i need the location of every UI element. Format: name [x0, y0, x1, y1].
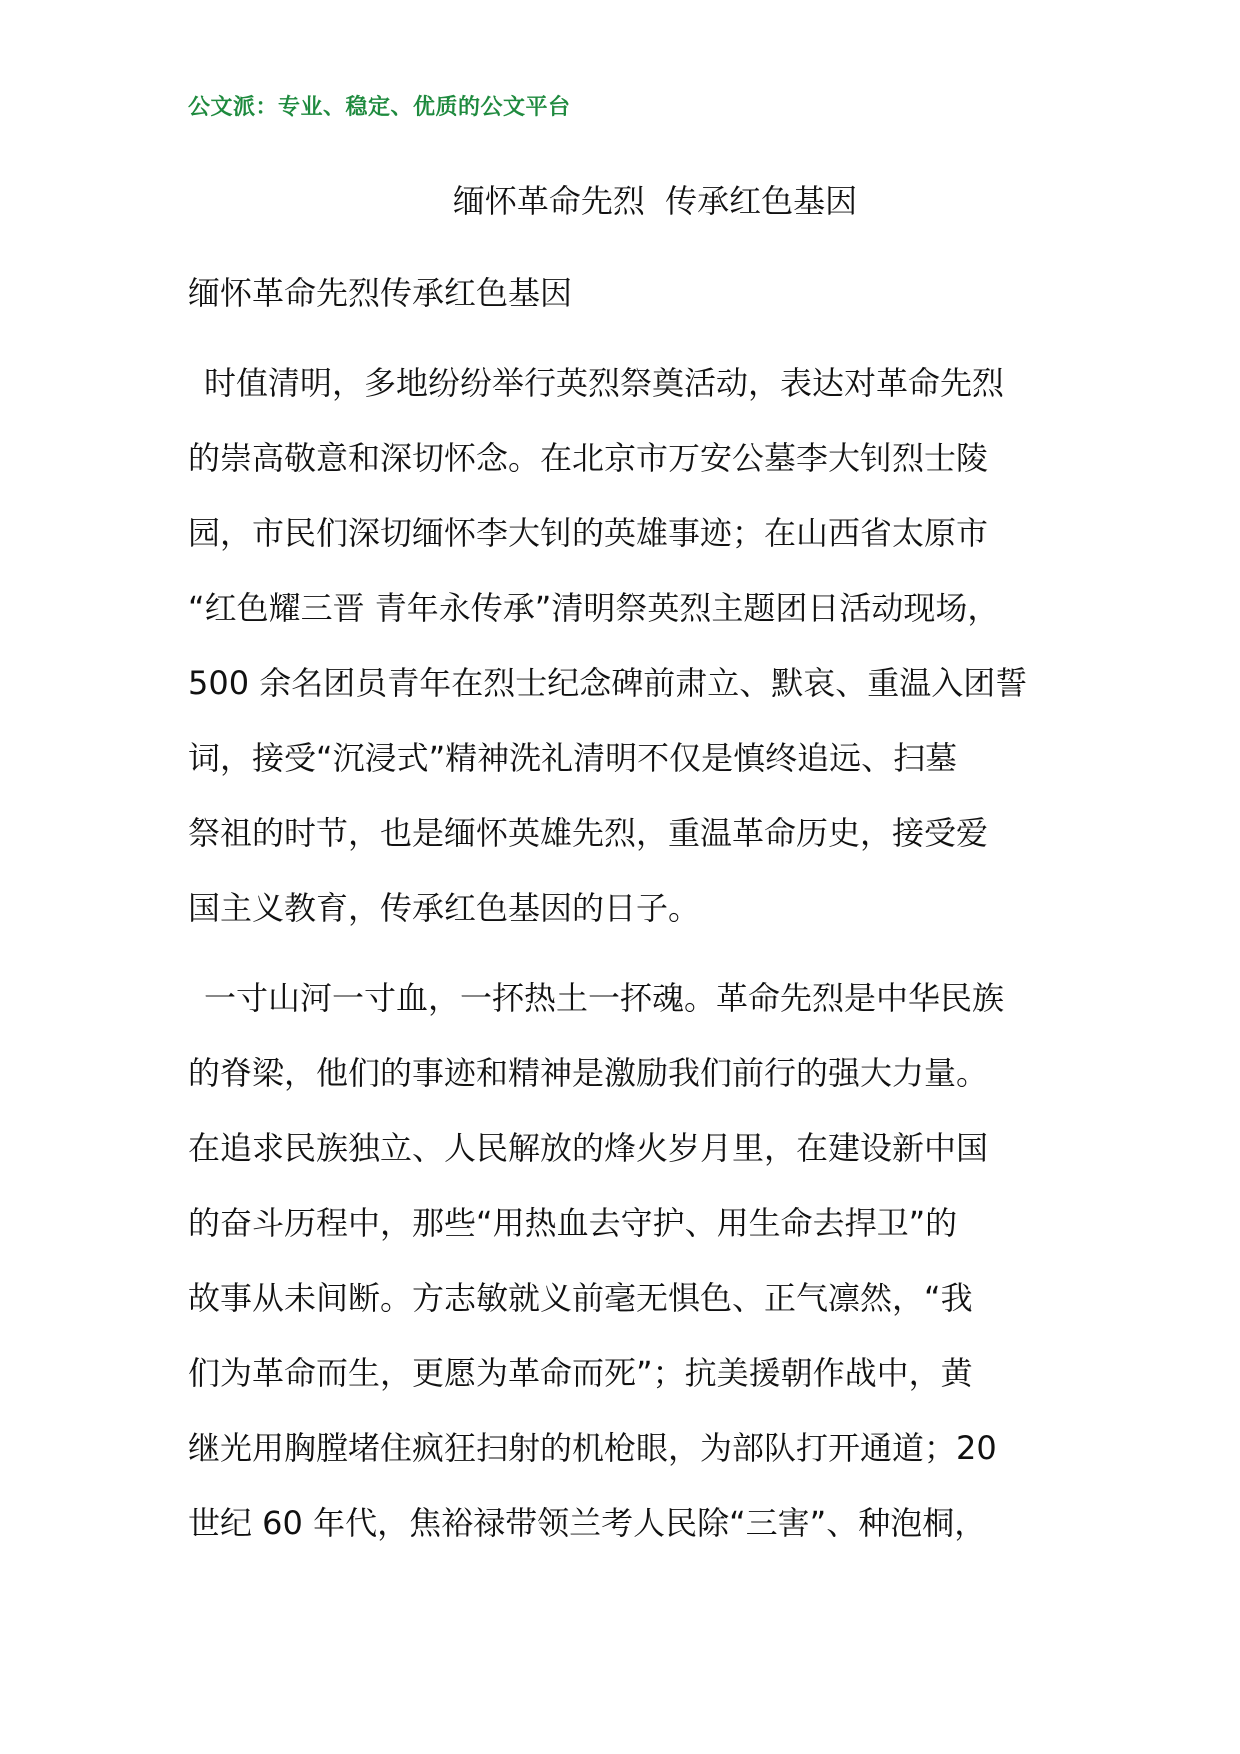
paragraph-line: 500 余名团员青年在烈士纪念碑前肃立、默哀、重温入团誓 — [188, 664, 1028, 702]
paragraph-line: 的崇高敬意和深切怀念。在北京市万安公墓李大钊烈士陵 — [188, 439, 989, 477]
paragraph-line: “红色耀三晋 青年永传承”清明祭英烈主题团日活动现场， — [188, 589, 1000, 627]
paragraph-line: 时值清明，多地纷纷举行英烈祭奠活动，表达对革命先烈 — [204, 364, 1005, 402]
paragraph-line: 世纪 60 年代，焦裕禄带领兰考人民除“三害”、种泡桐， — [188, 1504, 987, 1542]
paragraph-line: 祭祖的时节，也是缅怀英雄先烈，重温革命历史，接受爱 — [188, 814, 989, 852]
paragraph-line: 故事从未间断。方志敏就义前毫无惧色、正气凛然，“我 — [188, 1279, 973, 1317]
paragraph-line: 词，接受“沉浸式”精神洗礼清明不仅是慎终追远、扫墓 — [188, 739, 958, 777]
paragraph-line: 的脊梁，他们的事迹和精神是激励我们前行的强大力量。 — [188, 1054, 989, 1092]
paragraph-line: 一寸山河一寸血，一抔热土一抔魂。革命先烈是中华民族 — [204, 979, 1005, 1017]
paragraph-line: 国主义教育，传承红色基因的日子。 — [188, 889, 701, 927]
header-brand: 公文派：专业、稳定、优质的公文平台 — [188, 95, 571, 120]
paragraph-2 — [188, 961, 1088, 1561]
paragraph-line: 的奋斗历程中，那些“用热血去守护、用生命去捍卫”的 — [188, 1204, 958, 1242]
paragraph-line: 在追求民族独立、人民解放的烽火岁月里，在建设新中国 — [188, 1129, 989, 1167]
document-title: 缅怀革命先烈 传承红色基因 — [452, 182, 858, 220]
paragraph-line: 继光用胸膛堵住疯狂扫射的机枪眼，为部队打开通道；20 — [188, 1429, 997, 1467]
document-subtitle: 缅怀革命先烈传承红色基因 — [188, 274, 573, 312]
paragraph-1 — [188, 346, 1088, 946]
paragraph-line: 园，市民们深切缅怀李大钊的英雄事迹；在山西省太原市 — [188, 514, 989, 552]
paragraph-line: 们为革命而生，更愿为革命而死”；抗美援朝作战中，黄 — [188, 1354, 973, 1392]
